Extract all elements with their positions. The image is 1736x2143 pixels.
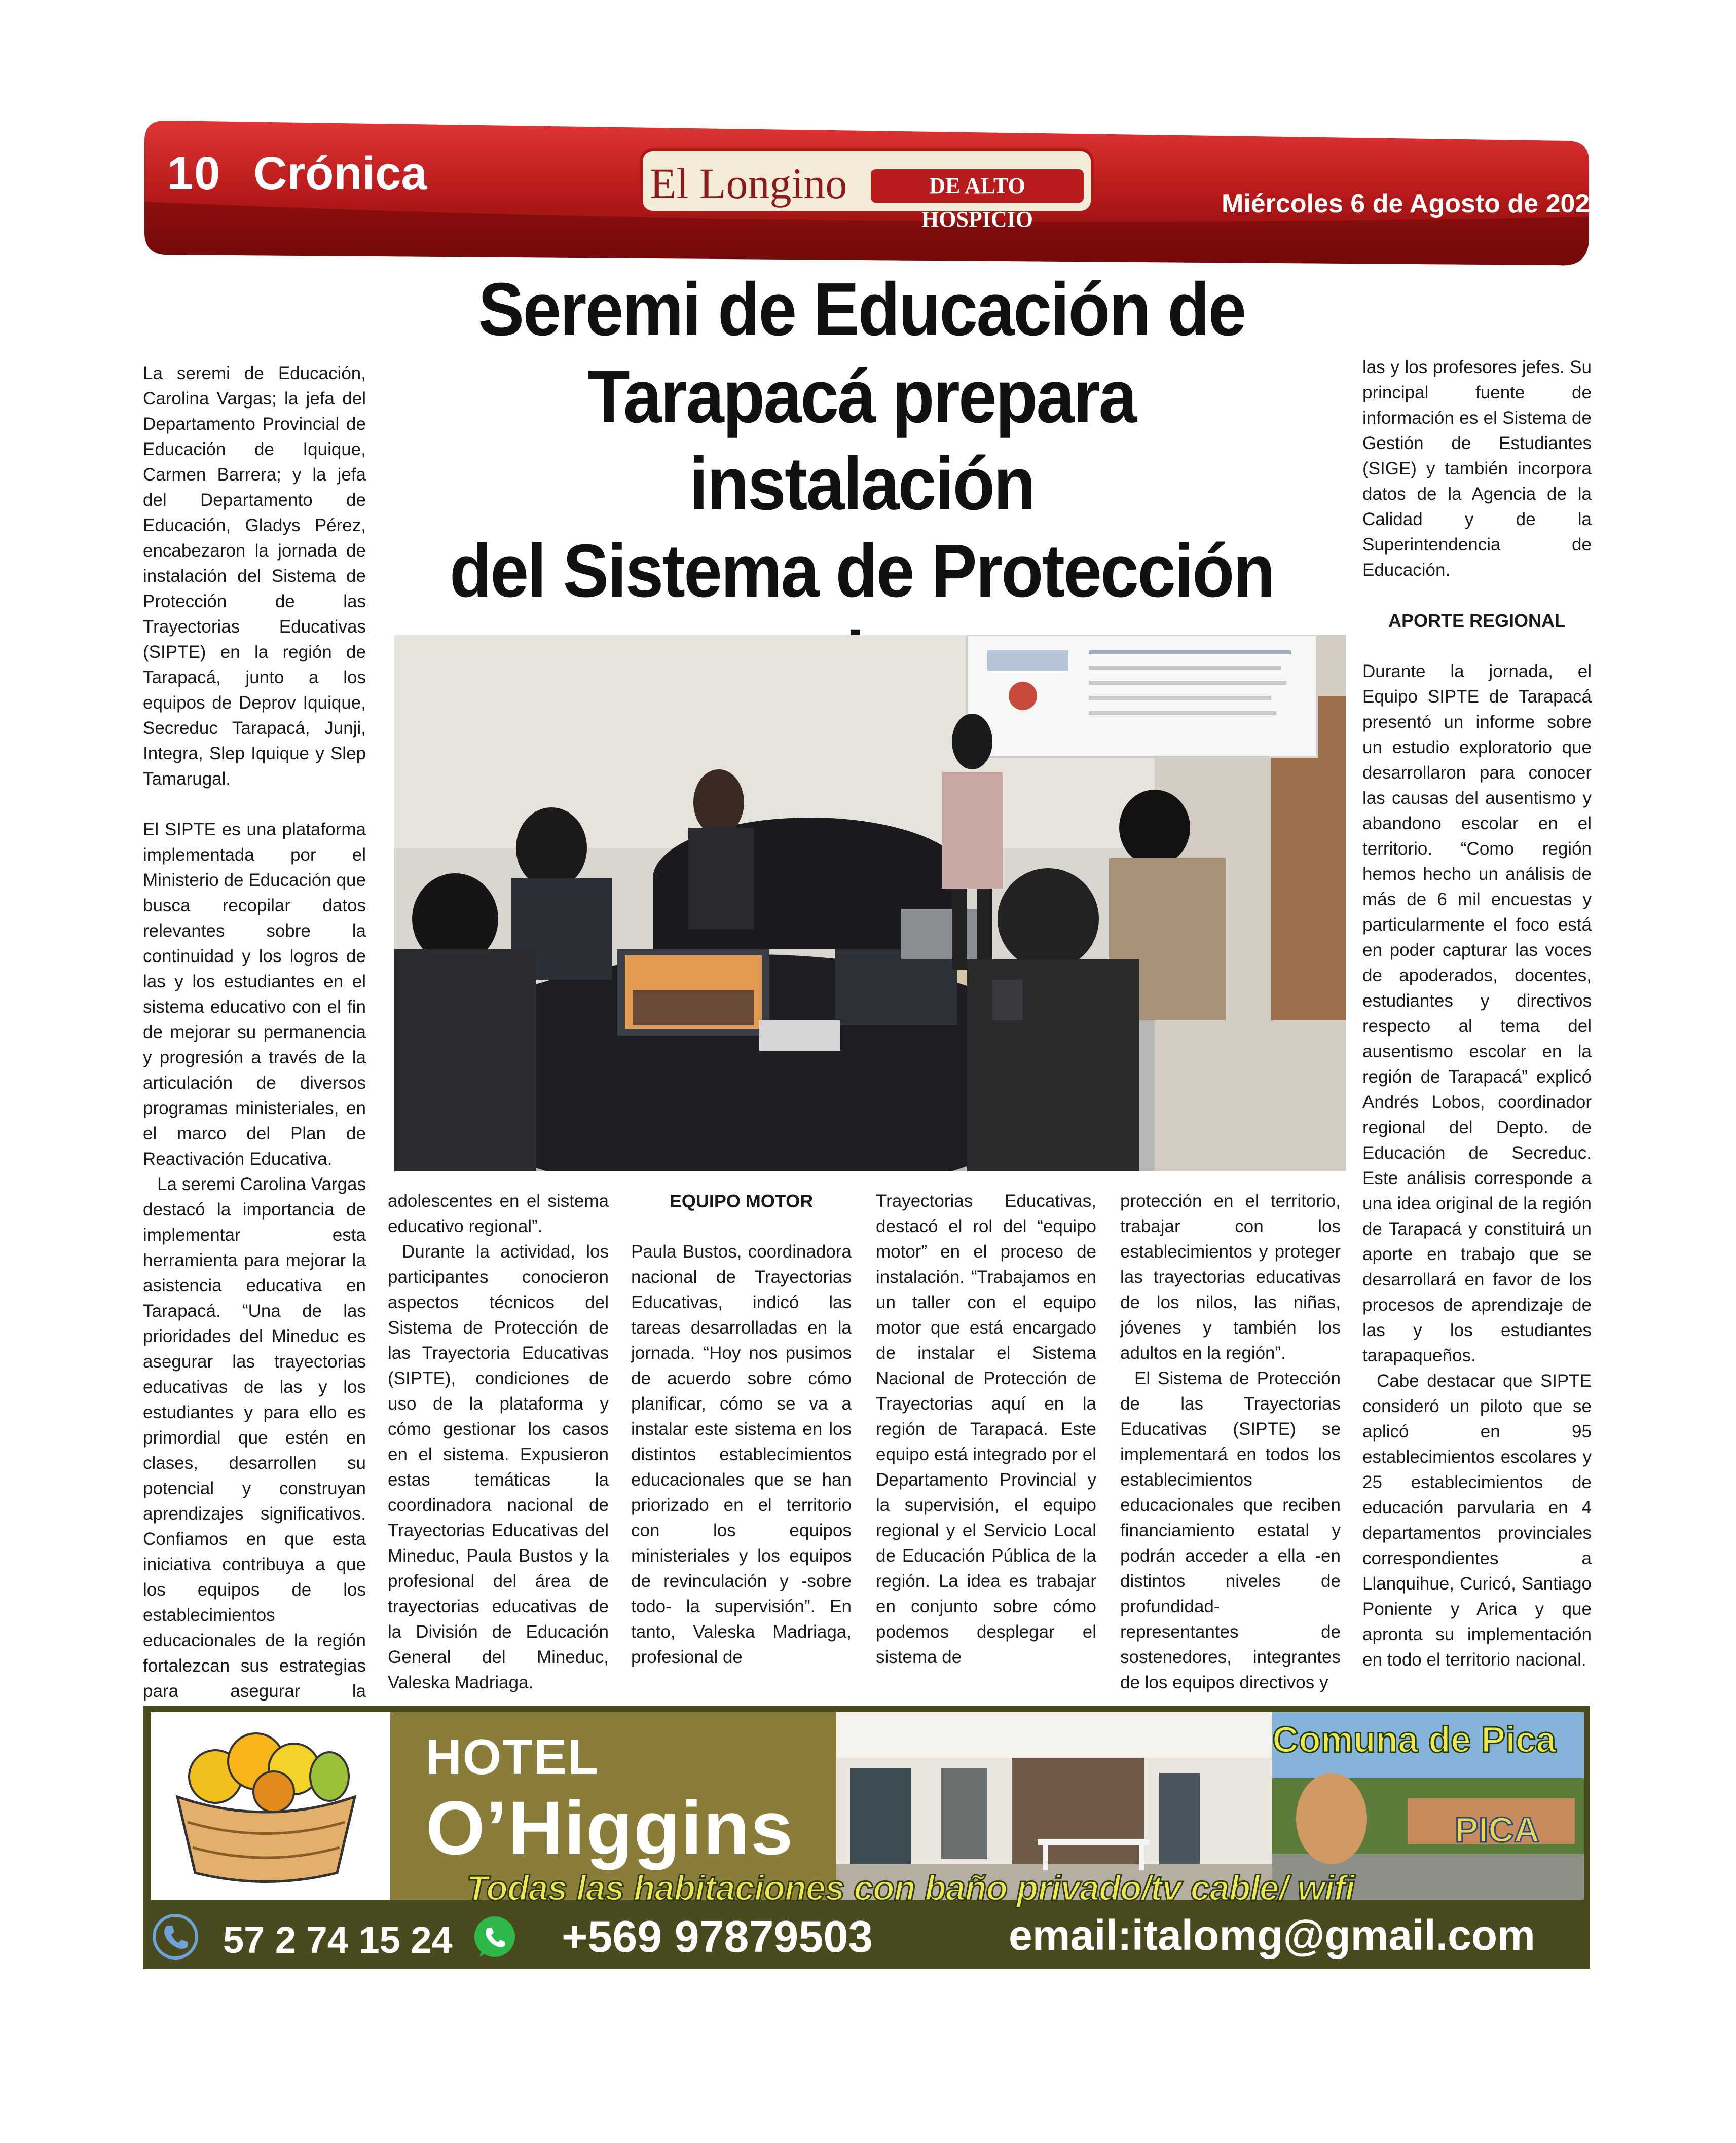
ad-phone-landline: 57 2 74 15 24: [223, 1919, 453, 1961]
subhead-aporte-regional: APORTE REGIONAL: [1388, 610, 1566, 631]
paragraph: Cabe destacar que SIPTE consideró un piloto que se aplicó en 95 establecimientos escolares y 25 establecimientos de educación parvularia en 4 departamentos provinciales correspondientes a Llanquihue, Curicó, Santiago Poniente y Arica y que apronta su implementación en todo el territorio nacional.: [1362, 1371, 1592, 1670]
paragraph: El SIPTE es una plataforma implementada por el Ministerio de Educación que busca recopilar datos relevantes sobre la continuidad y los logros de las y los estudiantes en el sistema educativo con el fin de mejorar su permanencia y progresión a través de la articulación de diversos programas ministeriales, en el marco del Plan de Reactivación Educativa.: [143, 820, 366, 1169]
paragraph: protección en el territorio, trabajar con los establecimientos y proteger las trayectorias educativas de los nilos, las niñas, jóvenes y también los adultos en la región”.: [1120, 1191, 1341, 1363]
paragraph: Trayectorias Educativas, destacó el rol del “equipo motor” en el proceso de instalación. “Trabajamos en un taller con el equipo motor que está encargado de instalar el Sistema Nacional de Protección de Trayectorias aquí en la región de Tarapacá. Este equipo está integrado por el Departamento Provincial y la supervisión, el equipo regional y el Servicio Local de Educación Pública de la región. La idea es trabajar en conjunto sobre cómo podemos desplegar el sistema de: [876, 1191, 1096, 1667]
headline-line-3: del Sistema de Protección: [449, 529, 1274, 613]
ad-hotel-name: O’Higgins: [426, 1785, 794, 1870]
paragraph: La seremi de Educación, Carolina Vargas; la jefa del Departamento Provincial de Educación de Iquique, Carmen Barrera; y la jefa del Departamento de Educación, Gladys Pérez, encabezaron la jornada de instalación del Sistema de Protección de las Trayectorias Educativas (SIPTE) en la región de Tarapacá, junto a los equipos de Deprov Iquique, Secreduc Tarapacá, Junji, Integra, Slep Iquique y Slep Tamarugal.: [143, 363, 366, 789]
paragraph: Durante la jornada, el Equipo SIPTE de Tarapacá presentó un informe sobre un estudio exploratorio que desarrollaron para conocer las causas del ausentismo y abandono escolar en el territorio. “Como región hemos hecho un análisis de más de 6 mil encuestas y particularmente el foco está en poder capturar las voces de apoderados, docentes, estudiantes y directivos respecto al tema del ausentismo escolar en la región de Tarapacá” explicó Andrés Lobos, coordinador regional del Depto. de Educación de Secreduc. Este análisis corresponde a una idea original de la región de Tarapacá y constituirá un aporte en trabajo que se desarrollará en favor de los procesos de aprendizaje de las y los estudiantes tarapaqueños.: [1362, 661, 1592, 1365]
headline-line-2: Tarapacá prepara instalación: [587, 355, 1136, 526]
article-column-3: [631, 1189, 852, 1670]
whatsapp-icon: [470, 1913, 519, 1962]
article-column-left: [143, 361, 366, 1755]
page-number: 10: [167, 147, 221, 199]
ad-email: email:italomg@gmail.com: [1009, 1911, 1535, 1959]
paragraph: Durante la actividad, los participantes conocieron aspectos técnicos del Sistema de Protección de las Trayectoria Educativas (SIPTE), condiciones de uso de la plataforma y cómo gestionar los casos en el sistema. Expusieron estas temáticas la coordinadora nacional de Trayectorias Educativas del Mineduc, Paula Bustos y la profesional del área de trayectorias educativas de la División de Educación General del Mineduc, Valeska Madriaga.: [388, 1242, 609, 1692]
fruit-basket-icon: [167, 1721, 365, 1888]
ad-pica-sign: PICA: [1455, 1810, 1540, 1850]
paragraph: El Sistema de Protección de las Trayectorias Educativas (SIPTE) se implementará en todos los establecimientos educacionales que reciben financiamiento estatal y podrán acceder a ella -en distintos niveles de profundidad- representantes de sostenedores, integrantes de los equipos directivos y: [1120, 1369, 1341, 1692]
ad-tagline: Todas las habitaciones con baño privado/tv cable/ wifi: [466, 1868, 1355, 1908]
paragraph: Paula Bustos, coordinadora nacional de Trayectorias Educativas, indicó las tareas desarrolladas en la jornada. “Hoy nos pusimos de acuerdo sobre cómo planificar, cómo se va a instalar este sistema en los distintos establecimientos educacionales que se han priorizado en el territorio con los equipos ministeriales y los equipos de revinculación y -sobre todo- la supervisión”. En tanto, Valeska Madriaga, profesional de: [631, 1242, 852, 1667]
article-column-2: [388, 1189, 609, 1695]
issue-date: Miércoles 6 de Agosto de 2025: [1222, 189, 1605, 218]
masthead-name: El Longino: [650, 159, 847, 208]
article-column-right: [1362, 355, 1592, 1673]
article-photo: [394, 635, 1346, 1171]
masthead-subtitle: DE ALTO HOSPICIO: [871, 169, 1084, 203]
section-title: Crónica: [253, 147, 427, 199]
ad-hotel-label: HOTEL: [426, 1729, 600, 1785]
headline-line-1: Seremi de Educación de: [478, 268, 1245, 351]
paragraph: La seremi Carolina Vargas destacó la importancia de implementar esta herramienta para mejorar la asistencia educativa en Tarapacá. “Una de las prioridades del Mineduc es asegurar las trayectorias educativas de las y los estudiantes y para ello es primordial que estén en clases, desarrollen su potencial y construyan aprendizajes significativos. Confiamos en que esta iniciativa contribuya a que los equipos de los establecimientos educacionales de la región fortalezcan sus estrategias para asegurar la: [143, 1174, 366, 1701]
paragraph: adolescentes en el sistema educativo regional”.: [388, 1191, 609, 1236]
ad-comuna-label: Comuna de Pica: [1272, 1720, 1557, 1760]
ad-phone-whatsapp: +569 97879503: [562, 1911, 873, 1962]
article-column-5: [1120, 1189, 1341, 1695]
article-column-4: [876, 1189, 1096, 1670]
subhead-equipo-motor: EQUIPO MOTOR: [669, 1191, 814, 1211]
paragraph: las y los profesores jefes. Su principal fuente de información es el Sistema de Gestión de Estudiantes (SIGE) y también incorpora datos de la Agencia de la Calidad y de la Superintendencia de Educación.: [1362, 357, 1592, 580]
phone-icon: [152, 1913, 199, 1960]
